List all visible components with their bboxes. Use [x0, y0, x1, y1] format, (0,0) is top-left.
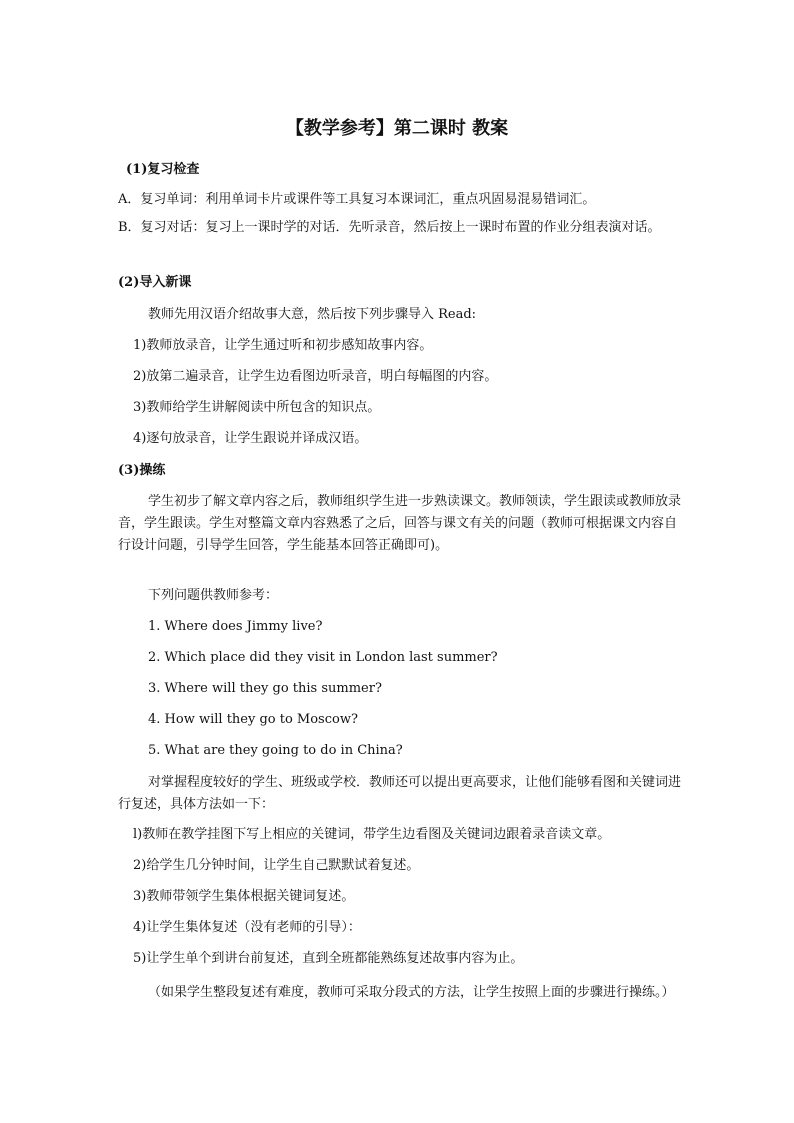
question-5: 5. What are they going to do in China?: [148, 743, 403, 758]
retell-step-2: 2)给学生几分钟时间，让学生自己默默试着复述。: [133, 858, 420, 873]
retell-step-4: 4)让学生集体复述（没有老师的引导）：: [133, 920, 361, 935]
intro-step-1: 1)教师放录音，让学生通过听和初步感知故事内容。: [133, 338, 433, 353]
review-words-line: A．复习单词：利用单词卡片或课件等工具复习本课词汇，重点巩固易混易错词汇。: [118, 192, 596, 207]
page-title: 【教学参考】第二课时 教案: [285, 118, 509, 139]
question-4: 4. How will they go to Moscow?: [148, 712, 358, 727]
intro-step-2: 2)放第二遍录音，让学生边看图边听录音，明白每幅图的内容。: [133, 369, 498, 384]
section-intro-heading: (2)导入新课: [118, 275, 192, 290]
retell-step-5: 5)让学生单个到讲台前复述，直到全班都能熟练复述故事内容为止。: [133, 951, 524, 966]
section-review-heading: (1)复习检查: [126, 162, 200, 177]
note-paragraph: （如果学生整段复述有难度，教师可采取分段式的方法，让学生按照上面的步骤进行操练。）: [148, 985, 675, 1000]
advanced-paragraph: 对掌握程度较好的学生、班级或学校．教师还可以提出更高要求，让他们能够看图和关键词进行复述，具体方法如一下：: [118, 775, 682, 812]
intro-paragraph: 教师先用汉语介绍故事大意，然后按下列步骤导入 Read:: [148, 307, 477, 322]
practice-paragraph: 学生初步了解文章内容之后，教师组织学生进一步熟读课文。教师领读，学生跟读或教师放录音，学生跟读。学生对整篇文章内容熟悉了之后，回答与课文有关的问题（教师可根据课文内容自行设计问题，引导学生回答，学生能基本回答正确即可)。: [118, 494, 682, 553]
question-1: 1. Where does Jimmy live?: [148, 619, 323, 634]
question-2: 2. Which place did they visit in London last summer?: [148, 650, 498, 665]
question-3: 3. Where will they go this summer?: [148, 681, 382, 696]
questions-intro: 下列问题供教师参考：: [148, 588, 279, 603]
intro-step-3: 3)教师给学生讲解阅读中所包含的知识点。: [133, 400, 381, 415]
intro-step-4: 4)逐句放录音，让学生跟说并译成汉语。: [133, 431, 368, 446]
review-dialogue-line: B．复习对话：复习上一课时学的对话．先听录音，然后按上一课时布置的作业分组表演对话。: [118, 220, 661, 235]
retell-step-3: 3)教师带领学生集体根据关键词复述。: [133, 889, 355, 904]
retell-step-1: l)教师在教学挂图下写上相应的关键词，带学生边看图及关键词边跟着录音读文章。: [133, 827, 611, 842]
section-practice-heading: (3)操练: [118, 463, 166, 478]
